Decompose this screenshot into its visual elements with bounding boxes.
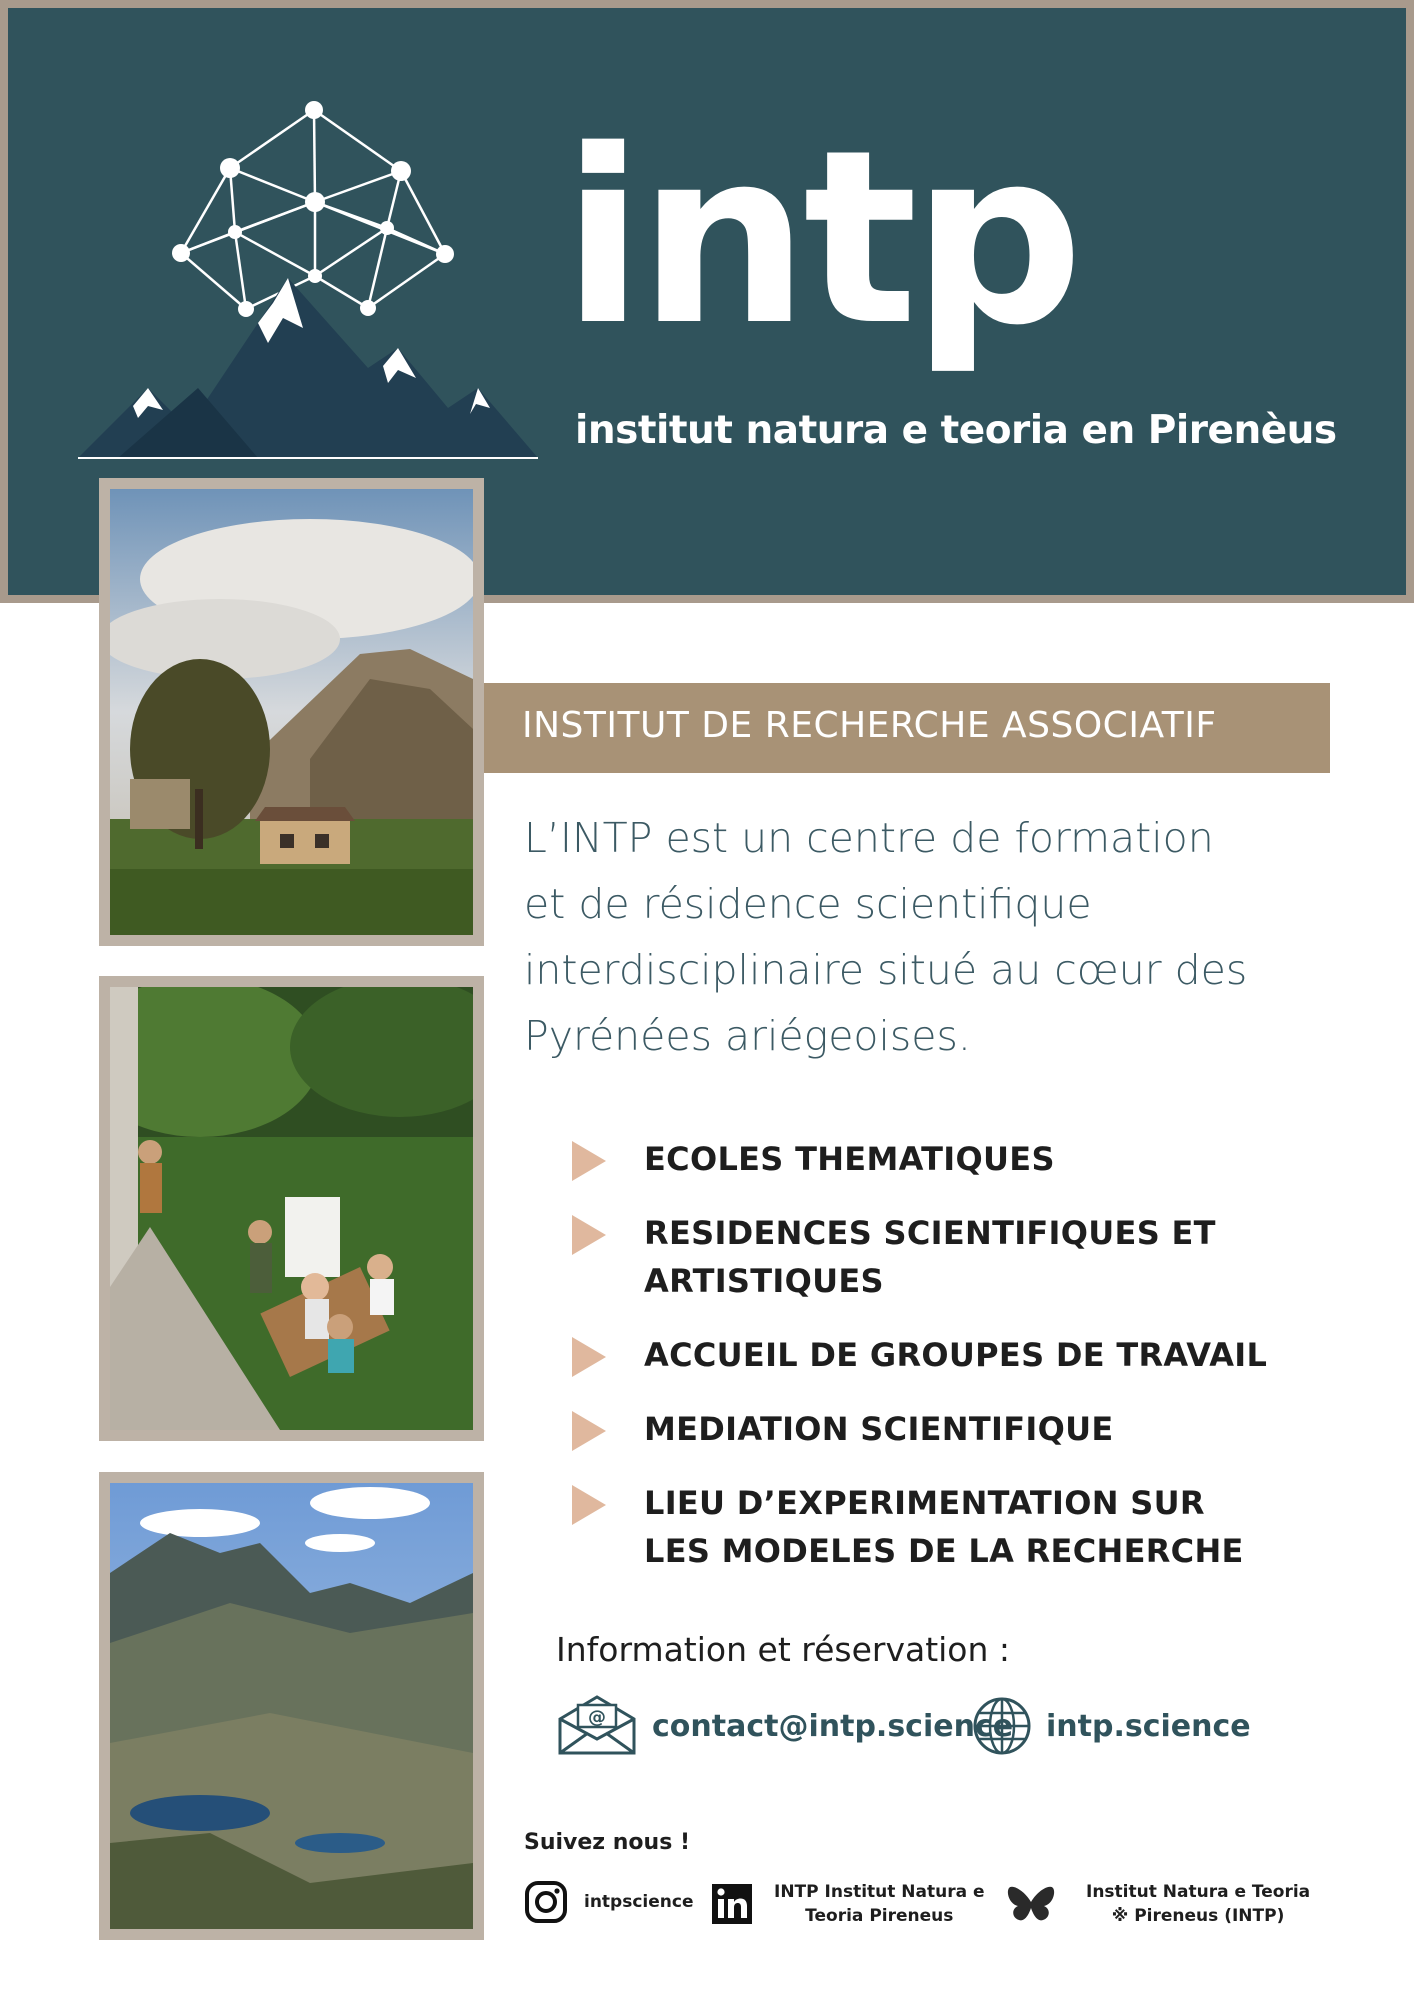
intro-paragraph bbox=[524, 805, 1324, 1069]
service-label: MEDIATION SCIENTIFIQUE bbox=[644, 1410, 1114, 1448]
triangle-bullet-icon bbox=[572, 1141, 606, 1181]
services-list bbox=[570, 1135, 1330, 1601]
service-label: ACCUEIL DE GROUPES DE TRAVAIL bbox=[644, 1336, 1268, 1374]
email-link[interactable]: contact@intp.science bbox=[652, 1708, 1014, 1744]
brand-subtitle: institut natura e teoria en Pirenèus bbox=[575, 408, 1337, 453]
intro-line: Pyrénées ariégeoises. bbox=[524, 1012, 971, 1060]
bluesky-link[interactable] bbox=[1006, 1880, 1310, 1928]
website-contact[interactable] bbox=[972, 1695, 1251, 1757]
service-item bbox=[570, 1135, 1330, 1183]
service-item bbox=[570, 1479, 1330, 1575]
svg-text:@: @ bbox=[588, 1707, 606, 1728]
mountain-network-logo-icon bbox=[78, 88, 538, 468]
service-item bbox=[570, 1405, 1330, 1453]
intro-line: L’INTP est un centre de formation bbox=[524, 814, 1214, 862]
info-heading: Information et réservation : bbox=[556, 1630, 1011, 1669]
photo-house-mountain bbox=[99, 478, 484, 946]
service-label-cont: ARTISTIQUES bbox=[644, 1262, 884, 1300]
brand-name: intp bbox=[562, 98, 1078, 378]
linkedin-icon bbox=[710, 1882, 756, 1926]
email-contact[interactable] bbox=[556, 1695, 1013, 1757]
triangle-bullet-icon bbox=[572, 1337, 606, 1377]
website-link[interactable]: intp.science bbox=[1046, 1708, 1251, 1744]
instagram-link[interactable] bbox=[524, 1880, 694, 1924]
linkedin-link[interactable] bbox=[710, 1880, 985, 1928]
institute-banner bbox=[484, 683, 1330, 773]
triangle-bullet-icon bbox=[572, 1215, 606, 1255]
butterfly-icon bbox=[1006, 1882, 1056, 1926]
instagram-icon bbox=[524, 1880, 568, 1924]
globe-icon bbox=[972, 1696, 1032, 1756]
bluesky-name-line2[interactable]: ※ Pireneus (INTP) bbox=[1111, 1906, 1285, 1926]
linkedin-name-line1[interactable]: INTP Institut Natura e bbox=[774, 1882, 985, 1902]
photo-mountain-lakes bbox=[99, 1472, 484, 1940]
service-label-cont: LES MODELES DE LA RECHERCHE bbox=[644, 1532, 1244, 1570]
service-item bbox=[570, 1209, 1330, 1305]
triangle-bullet-icon bbox=[572, 1411, 606, 1451]
service-label: ECOLES THEMATIQUES bbox=[644, 1140, 1055, 1178]
triangle-bullet-icon bbox=[572, 1485, 606, 1525]
photo-outdoor-workgroup bbox=[99, 976, 484, 1441]
instagram-handle[interactable]: intpscience bbox=[584, 1892, 694, 1912]
follow-heading: Suivez nous ! bbox=[524, 1830, 690, 1855]
service-label: RESIDENCES SCIENTIFIQUES ET bbox=[644, 1214, 1216, 1252]
linkedin-name-line2[interactable]: Teoria Pireneus bbox=[805, 1906, 954, 1926]
service-item bbox=[570, 1331, 1330, 1379]
bluesky-name-line1[interactable]: Institut Natura e Teoria bbox=[1086, 1882, 1311, 1902]
intro-line: interdisciplinaire situé au cœur des bbox=[524, 946, 1248, 994]
envelope-icon bbox=[556, 1695, 638, 1757]
intro-line: et de résidence scientifique bbox=[524, 880, 1092, 928]
banner-title: INSTITUT DE RECHERCHE ASSOCIATIF bbox=[522, 705, 1217, 746]
service-label: LIEU D’EXPERIMENTATION SUR bbox=[644, 1484, 1205, 1522]
